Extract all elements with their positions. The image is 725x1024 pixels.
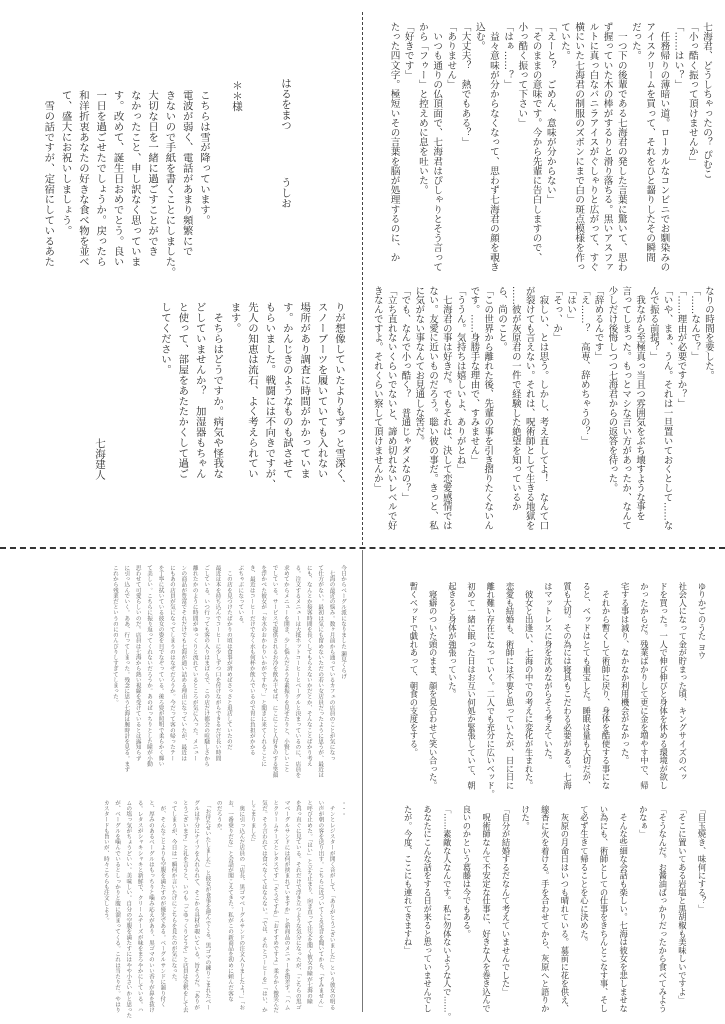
story-bagel-lower-text	[99, 800, 348, 1019]
text-line: なかったこと、申し訳なく思っていま	[128, 90, 141, 267]
text-line: を丁寧に拭いている彼女の姿を目でなぞっている。後ろ髪が照明で柔らかく輝い	[157, 565, 164, 767]
text-line: ぶちゃぶになっている。	[237, 565, 244, 627]
text-line: そちらはどうですか。病気や怪我な	[211, 302, 224, 479]
horizontal-dashed-divider	[0, 547, 725, 549]
text-line: き、最近はコーヒーだけでなく水も何杯か飲んでいるので胃に負担がかかる	[248, 565, 255, 756]
text-line: 呪術師なんて不安定な仕事に、好きな人を巻き込んで	[481, 805, 492, 1013]
text-line: 寝癖のついた頭のまま、顔を見合わせて笑い合った。	[428, 582, 439, 790]
text-line: です。……身勝手な理由で、すみません」	[468, 286, 480, 465]
text-line: 込む。	[473, 22, 485, 51]
text-line: んで振る前提？」	[647, 286, 659, 362]
text-line: けた。	[520, 805, 531, 830]
text-line: とクリームチーズとレタスです」「そうですか」「おすすめですよ」柔らかく微笑んだ	[272, 800, 279, 1013]
text-line: と使って、部屋をあたたかくして過ご	[176, 302, 189, 479]
text-line: 「……なんで？」	[689, 286, 701, 362]
text-line: 横にいた七海君の制服のズボンにまで白の斑点模様を作っ	[573, 22, 585, 272]
text-line: が、ベーグルを噛んでいるとしっかりと腹に溜まってくる。これは当たりだ。やはり	[114, 800, 121, 1013]
story-header	[692, 582, 711, 797]
text-line: 一つ下の後輩である七海君の発した言葉に驚いて、思わ	[615, 22, 627, 272]
text-line: カスタードも旨いが、時々こちらも注文しよう。	[102, 800, 109, 924]
text-line: と、厚みのあるベーグルはもっちりと噛み応えがあり、黒ゴマのいい香りが鼻を抜け	[147, 800, 154, 1013]
text-line: 最近は本を持ち込んでコーヒーに少しずつ口を付けながらできるだけ長い時間	[214, 565, 221, 761]
text-line: りが想像していたよりもずっと雪深く、	[333, 302, 345, 490]
text-line: にも、なんとか接客時間を長くしてもらえないかだとか、そんなことばかり考え	[305, 565, 312, 767]
story-bagel-upper-block	[103, 565, 348, 778]
text-line: かなぁ」	[638, 805, 649, 839]
text-line: 「小っ酷く振って頂けませんか」	[686, 22, 698, 166]
text-line: 離れ難い存在になっていく。二人でも充分に広いベッド。	[485, 582, 496, 798]
text-line: しこまりました」	[249, 800, 256, 845]
text-line: 社会人になって金が貯まった頃、キングサイズのベッ	[677, 582, 688, 782]
text-line: 言ってしまった。もっとマシな言い方があったか、なんて	[620, 286, 632, 531]
text-line: きないので手紙を書くことにしました。	[163, 90, 176, 278]
text-line: ルトに真っ白なバニラアイスがぐしゃりと広がって、すぐ	[587, 22, 599, 272]
text-line: ムの塩っ気がちょうどいい。美味しい。自分の空腹を満たすにはやや小さいかと思った	[125, 800, 132, 1019]
text-line: 初めて一緒に眠った日はお互い何処か緊張していて、朝	[466, 582, 477, 790]
text-line: て美しい。こちらに振り返ってくれないだろうか。あのぱっちりとした瞳が小動	[146, 565, 153, 767]
text-line: 「……はい？」	[672, 22, 684, 90]
text-line: 場所があり調査に時間がかかっていま	[298, 302, 311, 479]
text-line: 暫くベッドで戯れあって、朝食の支度をする。	[408, 582, 419, 757]
text-line: してください。	[158, 302, 171, 375]
text-line: これから残業だというのにのんびりしすぎてしまった。	[111, 565, 118, 705]
text-line: 「はい」	[565, 286, 577, 324]
text-line: ってしまうが、今日は一瞬何か言いたげにこちらを見たのが気になった。	[170, 800, 177, 985]
text-line: 「ありません」	[445, 22, 457, 90]
vertical-divider-bottom	[362, 550, 363, 1012]
text-line: 「そのままの意味です。今から先輩に告白しますので、	[530, 22, 542, 262]
text-line: とうございます」と礼を言うと、いつも「ごゆっくりどうぞ」と店員は会釈をして去	[181, 800, 188, 1013]
story-header	[699, 22, 713, 277]
story-cradle-lower-text	[398, 805, 712, 1021]
text-line: 「この世界から離れた後、先輩の事を引き摺りたくないん	[482, 286, 494, 531]
text-line: 「いや、まぁ、うん。それは一旦置いておくとして……な	[661, 286, 673, 531]
text-line: 「え……？ 高専、辞めちゃうの？」	[578, 286, 590, 446]
text-line: 寂しい、とは思う。しかし、考え直してよ！ なんて口	[537, 286, 549, 531]
text-line: に気がない事なんてお見通しな筈だ。	[413, 286, 425, 446]
story-title: ゆりかごのうた	[697, 582, 707, 641]
text-line: て、盛大にお祝いしましょう。	[59, 90, 72, 236]
text-line: 「立ち直れないくらいでないと、諦め切れないレベルで好	[385, 286, 397, 531]
story-title: 七海君、どうしちゃったの？	[701, 22, 712, 147]
text-line: 良いのかという葛藤は今でもある。	[461, 805, 472, 938]
text-line: 「ううん。気持ちは嬉しいよ、ありがとね」	[454, 286, 466, 474]
text-line: 思わせて可愛らしいのだ。店員は七海から熱い視線を受けているとは露知らず	[134, 565, 141, 761]
text-line: 先人の知恵は流石、よく考えられてい	[245, 302, 258, 479]
text-line: きなんですよ。それくらい察して頂けませんか」	[371, 286, 383, 493]
text-line: どしていませんか？ 加湿器もちゃん	[193, 302, 206, 479]
text-line: たが。今度、ここにも連れてきますね」	[403, 805, 414, 955]
text-line: 和洋折衷あなたの好きな食べ物を並べ	[76, 90, 89, 267]
text-line: 質も大切。その為には寝具もこだわる必要がある。七海	[562, 582, 573, 790]
text-line: なりの時間を要した。	[703, 286, 714, 380]
text-line: のだろうか。	[215, 800, 222, 834]
text-line: たった四文字。極短いその言葉を脳が処理するのに、か	[388, 22, 400, 262]
story-nanami-upper-block	[377, 22, 713, 277]
text-line: 線香に火を着ける。手を合わせてから、灰原へと語りか	[540, 805, 551, 1013]
text-line: 雪の話ですが、定宿にしているあた	[42, 90, 55, 267]
text-line: こちらは雪が降っています。	[198, 90, 210, 226]
story-cradle-upper-text	[404, 582, 692, 797]
story-header	[337, 565, 348, 770]
text-line: 我ながら至極真っ当且つ雰囲気をぶち壊すような事を	[634, 286, 646, 521]
story-author: 瀬見くらげ	[340, 650, 346, 679]
story-nanami-lower-text	[370, 286, 715, 534]
text-line: 任務帰りの薄暗い道。ローカルなコンビニでお馴染みの	[658, 22, 670, 272]
story-title: 今日からベーグル派になりました	[340, 565, 346, 649]
text-line: て仕方がない。最初は気にも留めないただの若い女店員だったように思うが、最近は	[317, 565, 324, 778]
letter-signature: 七海建人	[94, 438, 106, 480]
text-line: を浮かべた彼女が「お水のおかわりいかがですか？」と聞きに来てくれることに	[260, 565, 267, 767]
text-line: い声が朝の客を送り出す。こちらに近づいてくる足音を聞いてから、「すみません」	[317, 800, 324, 1010]
text-line: 気だ。そう言われては食べなくてはならない。「では、それとコーヒーを」「はい、か	[260, 800, 267, 1013]
text-line: スノーブーツを履いていても入れない	[315, 302, 328, 479]
text-line: を真っ直ぐに見ている。それだけで浮き立つような気分になったが、「こちらの黒ゴ	[294, 800, 301, 1010]
text-line: が裂けても言えない。それは、呪術師として生きる地獄を	[523, 286, 535, 531]
text-line: 少しだけ後悔しつつ七海君からの返答を待った。	[606, 286, 618, 493]
text-line: 「好きです」	[402, 22, 414, 80]
story-cradle-upper-block	[395, 582, 711, 797]
text-line: あなたにこんな話をする日が来ると思っていませんでし	[422, 805, 433, 1013]
text-line: ると、ベッドはとても重宝した。睡眠は量も大切だが、	[581, 582, 592, 790]
text-line: す。かんじきのようなものも試させて	[280, 302, 293, 479]
story-author: ぴむこ	[701, 149, 712, 179]
text-line: す。改めて、誕生日おめでとう。良い	[111, 90, 124, 267]
text-line: ていた。	[558, 22, 570, 61]
text-line: 「……素敵な人なんです。私に勿体ないような人で……。	[442, 805, 453, 1021]
text-line: 灰原の月命日はいつも晴れている。墓前に花を供え、	[559, 805, 570, 1013]
text-line: ず握っていた木の棒がするりと滑り落ちる。黒いアスファ	[601, 22, 613, 272]
text-line: 「そこに置いてある岩塩と黒胡椒も美味しいですよ」	[677, 805, 688, 1005]
text-line: ます。	[228, 302, 241, 334]
text-line: 「えーと？ ごめん、意味が分からない」	[544, 22, 556, 205]
text-line: いつも通りの仏頂面で、七海君はぴしゃりとそう言って	[431, 22, 443, 272]
text-line: 「目玉焼き、味何にする？」	[697, 805, 707, 913]
text-line: そんな些細な会話も楽しい。七海は彼女を悲しませな	[618, 805, 629, 1013]
text-line: る。レタスがシャキシャキと新鮮で、クリームチーズが味をまろやかにしている。ハ	[136, 800, 143, 1013]
text-line: て必ず生きて帰ることを心に決めた。	[579, 805, 590, 947]
story-author: うしお	[280, 176, 292, 208]
text-line: い為にも、術師としての仕事をきちんとこなす事、そし	[599, 805, 610, 1013]
text-line: チンとレジスターが開く音がして、「ありがとうございました」という彼女の明る	[328, 800, 335, 1010]
text-line: 「お待たせいたしました」と彼女が食事を運んでくる。黒ゴマの練りこまれたベー	[204, 800, 211, 1010]
text-line: ンの商品が豊富でそれだけでも七海が通い詰める理由になっていたが、最近は	[180, 565, 187, 761]
text-line: る。注文するメニューは大抵ホットコーヒーとベーグルと決まっているのに、店員を	[294, 565, 301, 778]
text-line: アイスクリームを買って、それをひと齧りしたその瞬間	[644, 22, 656, 262]
text-line: 益々意味が分からなくなって、思わず七海君の顔を覗き	[487, 22, 499, 272]
text-line: 「はぁ……？」	[502, 22, 514, 90]
text-line: 小っ酷く振って下さい」	[516, 22, 528, 128]
text-line: ら、尚のこと。	[496, 286, 508, 352]
story-author: ヨウ	[697, 642, 707, 660]
text-line: かったからだ。残業ばかりして更に金を増やす中で、帰	[639, 582, 650, 790]
text-line: 離れたかのように時間がゆっくりと流れているところが気に入った。メニュー	[191, 565, 198, 761]
text-line: それから暫くして術師に戻り、身体を酷使する事にな	[600, 582, 611, 790]
text-line: 宅する事は減り、なかなか利用機会がなかった。	[620, 582, 631, 765]
text-line: 起きると身体が強張っていた。	[447, 582, 458, 699]
letter-lower-text	[156, 302, 347, 490]
story-nanami-upper-text	[386, 22, 698, 277]
text-line: と呼び止めた。「はい」と立ち止まり、向き直って注文を聞く彼女の瞳が七海の瞳	[306, 800, 313, 1005]
text-line: 「辞めるんです」	[592, 286, 604, 362]
text-line: マベーグルサンドには何が挟まれていますか」と新商品のメニューを指差す。「ハム	[283, 800, 290, 1010]
text-line: ・・・	[340, 800, 346, 817]
letter-upper-text	[39, 90, 212, 278]
text-line: この店を見つけたばかりの頃は食事が済めばさっさと退店していたのだ	[225, 565, 232, 750]
story-header	[279, 78, 293, 208]
text-line: だった。	[629, 22, 641, 61]
text-line: 「でも、なんで小っ酷く？ 普通じゃダメなの？」	[399, 286, 411, 502]
text-line: 恋愛も結婚も、術師には不要と思っていたが、日に日に	[504, 582, 515, 790]
text-line: 「大丈夫？ 熱でもある？」	[459, 22, 471, 147]
text-line: 求めてからメニューを開き、少し悩んだような素振りを見せたりと、小賢しいこと	[282, 565, 289, 773]
text-line: 七海君の事は好きだ。でもそれは、決して恋愛感情では	[440, 286, 452, 531]
text-line: にもあの店員が気になってしまうのはなぜだろうか。今だって客の帰ったテー	[168, 565, 175, 761]
text-line: ごしている。いつ行っても客の入りはまばらで、この店だけ都会の喧騒しさから	[203, 565, 210, 767]
vertical-divider-top	[362, 12, 363, 545]
text-line: もらいました。戦闘には不向きですが、	[263, 302, 276, 490]
text-line: 一日を過ごせたでしょうか。戻ったら	[94, 90, 107, 267]
text-line: ない。友愛に近いものだろう。聡い彼の事だ。きっと、私	[427, 286, 439, 531]
text-line: 「……理由が必要ですか？」	[675, 286, 687, 409]
story-title: はるをまつ	[280, 78, 292, 131]
text-line: ドを買った。一人で伸び伸びと身体を休める環境が欲し	[658, 582, 669, 790]
text-line: 大切な日を一緒に過ごすことができ	[146, 90, 159, 257]
text-line: 奥に引っ込んだ店員の「店長、黒ゴマベーグルサンドの注文入りましたよ！」「お	[238, 800, 245, 1010]
text-line: はマットレスに身を沈めながらそう考えていた。	[543, 582, 554, 765]
text-line: 「自分が結婚するだなんて考えていませんでした」	[501, 805, 512, 996]
text-line: が、そんなことよりも空腹を満たすのが優先である。ベーグルサンドに齧り付く	[159, 800, 166, 1008]
text-line: ……彼が灰原君の一件で経験した絶望を知っているか	[509, 286, 521, 512]
text-line: から「フゥー」と控えめに息を吐いた。	[416, 22, 428, 195]
text-line: お、一番乗りだな」と会話が聞こえてきた。私がこの新商品を初めに頼んだ客な	[227, 800, 234, 1002]
letter-addressee: ＊＊様	[231, 80, 243, 112]
text-line: 「そっ、か」	[551, 286, 563, 343]
text-line: に引っ込んでいく。ああ、行ってしまった。残念に思う七海は腕時計を見る。まず	[123, 565, 130, 773]
text-line: 彼女と出逢い、七海の中での考えに変化が生まれた。	[524, 582, 535, 790]
text-line: 「そうなんだ。お醤油ばっかりだったから食べてみよう	[657, 805, 668, 1013]
text-line: でしている。サービスで提供されるお冷を飲み干せば、にこにこと人好きのする笑顔	[271, 565, 278, 778]
story-bagel-upper-text	[108, 565, 336, 778]
text-line: 電波が弱く、電話があまり頻繁にで	[180, 90, 193, 257]
text-line: 七海の最近の悩み。数ヶ月前から通っているカフェの店員のことが気になっ	[328, 565, 335, 761]
text-line: グルは半分にナイフを入れられて、そこから具材が覗いている。旨そうだ。「ありが	[193, 800, 200, 1010]
